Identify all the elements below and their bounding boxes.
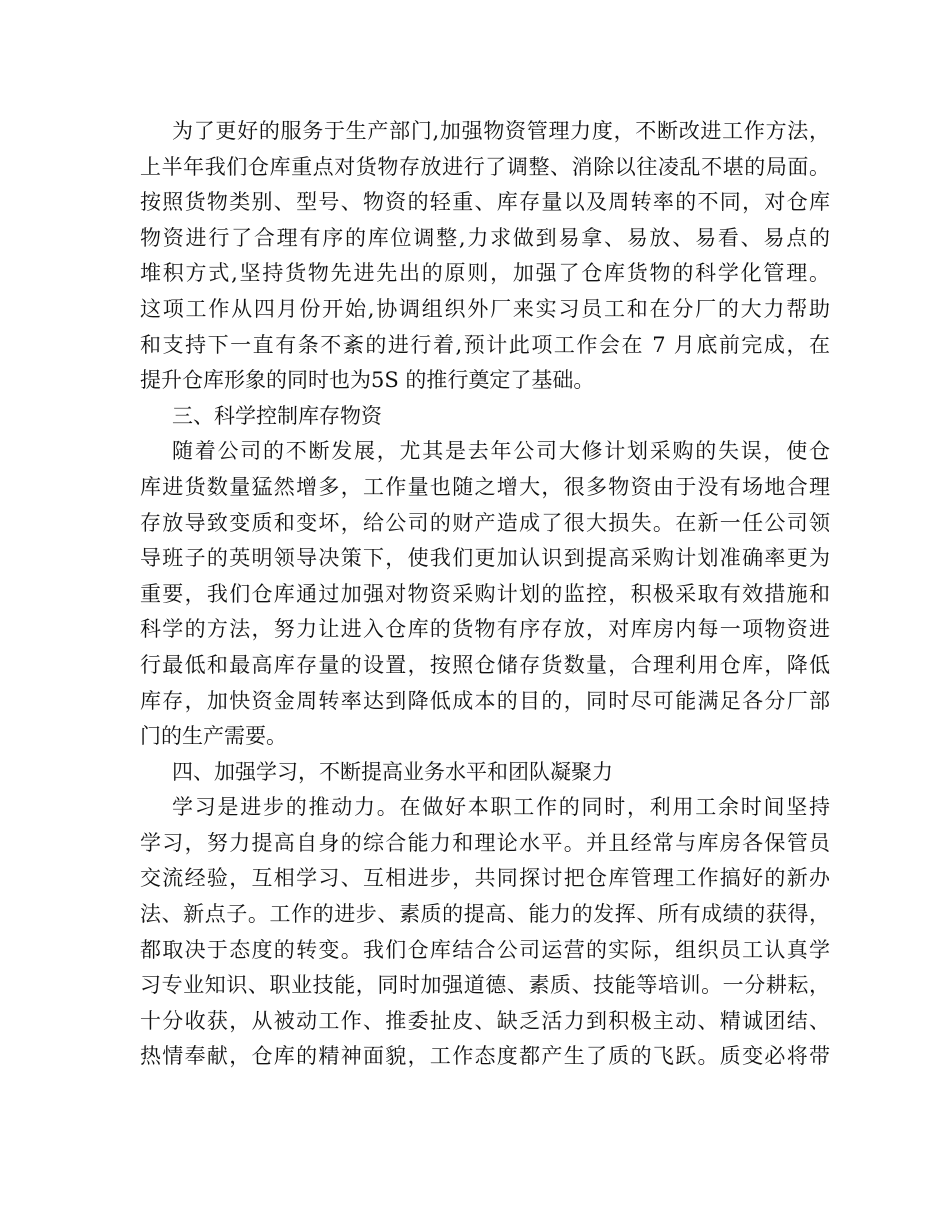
paragraph-learning (140, 790, 830, 1075)
text-line: 交流经验，互相学习、互相进步，共同探讨把仓库管理工作搞好的新办 (140, 866, 830, 891)
text-line: 法、新点子。工作的进步、素质的提高、能力的发挥、所有成绩的获得， (140, 902, 830, 927)
text-line: 导班子的英明领导决策下，使我们更加认识到提高采购计划准确率更为 (140, 546, 830, 571)
text-line: 重要，我们仓库通过加强对物资采购计划的监控，积极采取有效措施和 (140, 581, 830, 606)
text-line: 十分收获，从被动工作、推委扯皮、缺乏活力到积极主动、精诚团结、 (140, 1008, 830, 1033)
text-line: 随着公司的不断发展，尤其是去年公司大修计划采购的失误，使仓 (172, 439, 830, 464)
paragraph-storage-adjustment (140, 114, 830, 399)
document-page (140, 114, 830, 1075)
text-line: 物资进行了合理有序的库位调整,力求做到易拿、易放、易看、易点的 (140, 225, 830, 250)
text-line: 上半年我们仓库重点对货物存放进行了调整、消除以往凌乱不堪的局面。 (140, 154, 830, 179)
text-line: 学习是进步的推动力。在做好本职工作的同时，利用工余时间坚持 (172, 795, 830, 820)
text-line: 堆积方式,坚持货物先进先出的原则，加强了仓库货物的科学化管理。 (140, 261, 830, 286)
text-line: 为了更好的服务于生产部门,加强物资管理力度，不断改进工作方法， (172, 119, 830, 143)
text-line: 库存，加快资金周转率达到降低成本的目的，同时尽可能满足各分厂部 (140, 688, 830, 713)
text-line: 库进货数量猛然增多，工作量也随之增大，很多物资由于没有场地合理 (140, 474, 830, 499)
text-line: 存放导致变质和变坏，给公司的财产造成了很大损失。在新一任公司领 (140, 510, 830, 535)
text-line: 科学的方法，努力让进入仓库的货物有序存放，对库房内每一项物资进 (140, 617, 830, 642)
paragraph-inventory-control (140, 434, 830, 754)
text-line: 习专业知识、职业技能，同时加强道德、素质、技能等培训。一分耕耘， (140, 973, 830, 998)
section-heading-inventory-control (140, 399, 830, 435)
text-line: 热情奉献，仓库的精神面貌，工作态度都产生了质的飞跃。质变必将带 (140, 1044, 830, 1069)
heading-text: 三、科学控制库存物资 (172, 403, 382, 428)
text-line: 门的生产需要。 (140, 724, 287, 749)
text-line: 行最低和最高库存量的设置，按照仓储存货数量，合理利用仓库，降低 (140, 652, 830, 677)
text-line: 学习，努力提高自身的综合能力和理论水平。并且经常与库房各保管员 (140, 830, 830, 855)
text-line: 都取决于态度的转变。我们仓库结合公司运营的实际，组织员工认真学 (140, 937, 830, 962)
text-line: 这项工作从四月份开始,协调组织外厂来实习员工和在分厂的大力帮助 (140, 296, 830, 321)
heading-text: 四、加强学习，不断提高业务水平和团队凝聚力 (172, 759, 613, 784)
text-line: 提升仓库形象的同时也为5S 的推行奠定了基础。 (140, 368, 595, 393)
text-line: 按照货物类别、型号、物资的轻重、库存量以及周转率的不同，对仓库 (140, 190, 830, 215)
section-heading-learning (140, 755, 830, 791)
text-line: 和支持下一直有条不紊的进行着,预计此项工作会在 7 月底前完成，在 (140, 332, 830, 357)
